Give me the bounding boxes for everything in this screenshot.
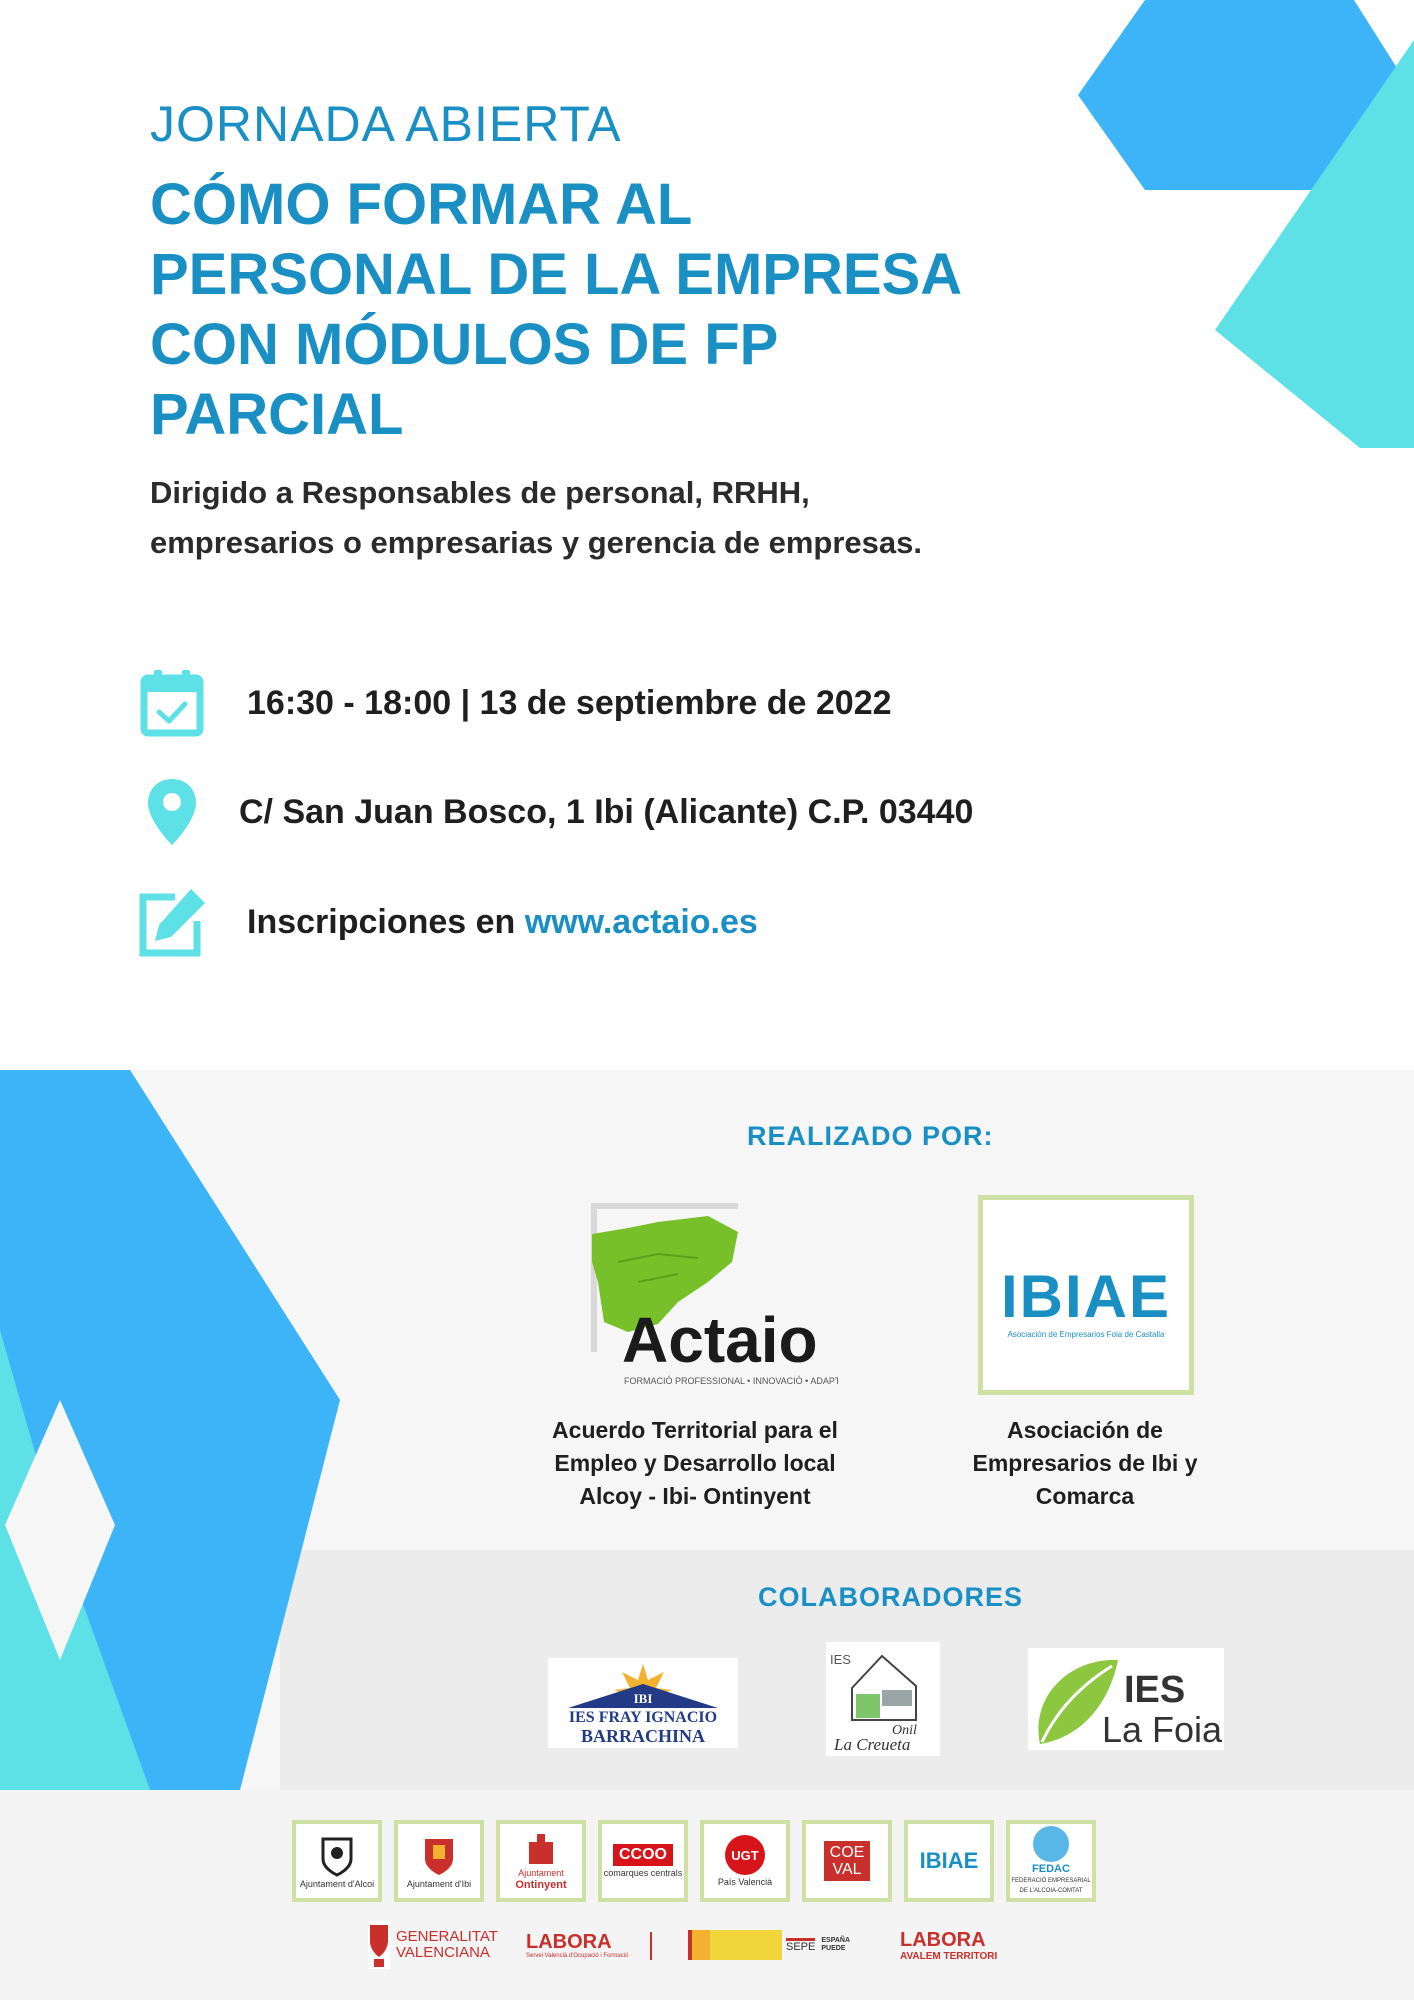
alcoi-crest-icon <box>317 1833 357 1877</box>
lafoia-name: La Foia <box>1102 1709 1223 1750</box>
labora-avalem-wordmark: LABORA <box>900 1928 986 1951</box>
ccoo-caption: comarques centrals <box>603 1868 683 1878</box>
ibiae-caption <box>920 1414 1250 1513</box>
actaio-wordmark: Actaio <box>622 1304 818 1376</box>
actaio-logo <box>588 1202 838 1388</box>
ccoo-logo <box>598 1820 688 1902</box>
fray-line2: BARRACHINA <box>580 1726 706 1746</box>
title-line: CÓMO FORMAR AL <box>150 172 693 237</box>
generalitat-line-a: GENERALITAT <box>396 1928 498 1945</box>
ontinyent-caption-b: Ontinyent <box>515 1879 567 1891</box>
registration-text <box>247 903 758 942</box>
event-kicker: JORNADA ABIERTA <box>150 96 622 152</box>
event-title <box>150 170 1130 450</box>
registration-prefix: Inscripciones en <box>247 902 525 941</box>
labora-logo <box>526 1920 628 1970</box>
audience-line: Dirigido a Responsables de personal, RRHH, <box>150 475 810 510</box>
audience-line: empresarios o empresarias y gerencia de empresas. <box>150 525 922 560</box>
ugt-logo <box>700 1820 790 1902</box>
fedac-logo <box>1006 1820 1096 1902</box>
registration-link[interactable]: www.actaio.es <box>524 902 758 941</box>
title-line: PARCIAL <box>150 382 404 447</box>
location-row <box>135 775 973 849</box>
ontinyent-castle-icon <box>521 1832 561 1866</box>
labora-caption: Servei Valencià d'Ocupació i Formació <box>526 1953 629 1959</box>
coeval-b: VAL <box>832 1861 862 1878</box>
actaio-caption <box>500 1414 890 1513</box>
title-line: PERSONAL DE LA EMPRESA <box>150 242 963 307</box>
calendar-check-icon <box>135 666 209 740</box>
ajuntament-ontinyent-logo <box>496 1820 586 1902</box>
title-line: CON MÓDULOS DE FP <box>150 312 779 377</box>
labora-wordmark: LABORA <box>526 1931 612 1953</box>
ibiae-wordmark: IBIAE <box>1000 1263 1172 1330</box>
event-datetime: 16:30 - 18:00 | 13 de septiembre de 2022 <box>247 683 892 722</box>
registration-row <box>135 885 758 959</box>
edit-pencil-icon <box>135 885 209 959</box>
divider <box>650 1932 652 1960</box>
creueta-ies: IES <box>830 1652 851 1667</box>
ccoo-wordmark: CCOO <box>613 1844 673 1866</box>
caption-line: Acuerdo Territorial para el <box>552 1417 838 1443</box>
generalitat-emblem-icon <box>368 1921 390 1969</box>
lafoia-ies: IES <box>1124 1669 1186 1711</box>
ontinyent-caption-a: Ajuntament <box>518 1868 564 1878</box>
caption-line: Empresarios de Ibi y <box>972 1450 1198 1476</box>
espana-puede-mark: ESPAÑA PUEDE <box>821 1937 850 1952</box>
fedac-caption: FEDERACIÓ EMPRESARIAL DE L'ALCOIA-COMTAT <box>1011 1878 1091 1894</box>
coeval-logo <box>802 1820 892 1902</box>
creueta-a: Onil <box>892 1723 917 1738</box>
gobierno-espana-logo <box>688 1920 861 1970</box>
caption-line: Comarca <box>1035 1483 1135 1509</box>
ibiae-small-wordmark: IBIAE <box>919 1848 979 1873</box>
ibiae-small-logo <box>904 1820 994 1902</box>
caption-line: Asociación de <box>1007 1417 1163 1443</box>
spain-flag-icon <box>688 1930 710 1960</box>
alcoi-caption: Ajuntament d'Alcoi <box>299 1879 375 1889</box>
generalitat-valenciana-logo <box>368 1920 498 1970</box>
ies-la-creueta-logo <box>826 1642 940 1756</box>
fedac-wordmark: FEDAC <box>1032 1863 1070 1875</box>
generalitat-line-b: VALENCIANA <box>396 1944 490 1961</box>
fedac-emblem-icon <box>1033 1826 1069 1862</box>
labora-avalem-logo <box>900 1920 997 1970</box>
collaborators-heading: COLABORADORES <box>758 1582 1024 1612</box>
caption-line: Empleo y Desarrollo local <box>554 1450 836 1476</box>
audience-text <box>150 468 1150 568</box>
coeval-a: COE <box>829 1844 865 1861</box>
ibi-crest-icon <box>419 1833 459 1877</box>
ugt-wordmark: UGT <box>725 1835 765 1875</box>
ibiae-logo <box>978 1195 1194 1395</box>
caption-line: Alcoy - Ibi- Ontinyent <box>579 1483 811 1509</box>
fray-line1: IES FRAY IGNACIO <box>568 1709 718 1726</box>
ajuntament-ibi-logo <box>394 1820 484 1902</box>
ibiae-tagline: Asociación de Empresarios Foia de Castalla <box>1007 1330 1165 1339</box>
ies-la-foia-logo <box>1028 1648 1224 1750</box>
bottom-left-shapes-front <box>0 1070 360 1790</box>
organizers-heading: REALIZADO POR: <box>747 1121 994 1151</box>
ugt-caption: País Valencià <box>717 1877 773 1887</box>
event-address: C/ San Juan Bosco, 1 Ibi (Alicante) C.P. 03440 <box>239 792 974 831</box>
sepe-wordmark: SEPE <box>786 1938 815 1953</box>
map-pin-icon <box>135 775 209 849</box>
labora-avalem-caption: AVALEM TERRITORI <box>900 1950 998 1962</box>
actaio-tagline: FORMACIÓ PROFESSIONAL • INNOVACIÓ • ADAPTACIÓ <box>624 1376 838 1386</box>
creueta-b: La Creueta <box>834 1735 911 1754</box>
ministry-band <box>710 1930 782 1960</box>
ajuntament-alcoi-logo <box>292 1820 382 1902</box>
ies-fray-ignacio-logo <box>548 1658 738 1748</box>
date-row <box>135 666 892 740</box>
ibi-caption: Ajuntament d'Ibi <box>406 1879 472 1889</box>
fray-top-text: IBI <box>633 1691 653 1706</box>
